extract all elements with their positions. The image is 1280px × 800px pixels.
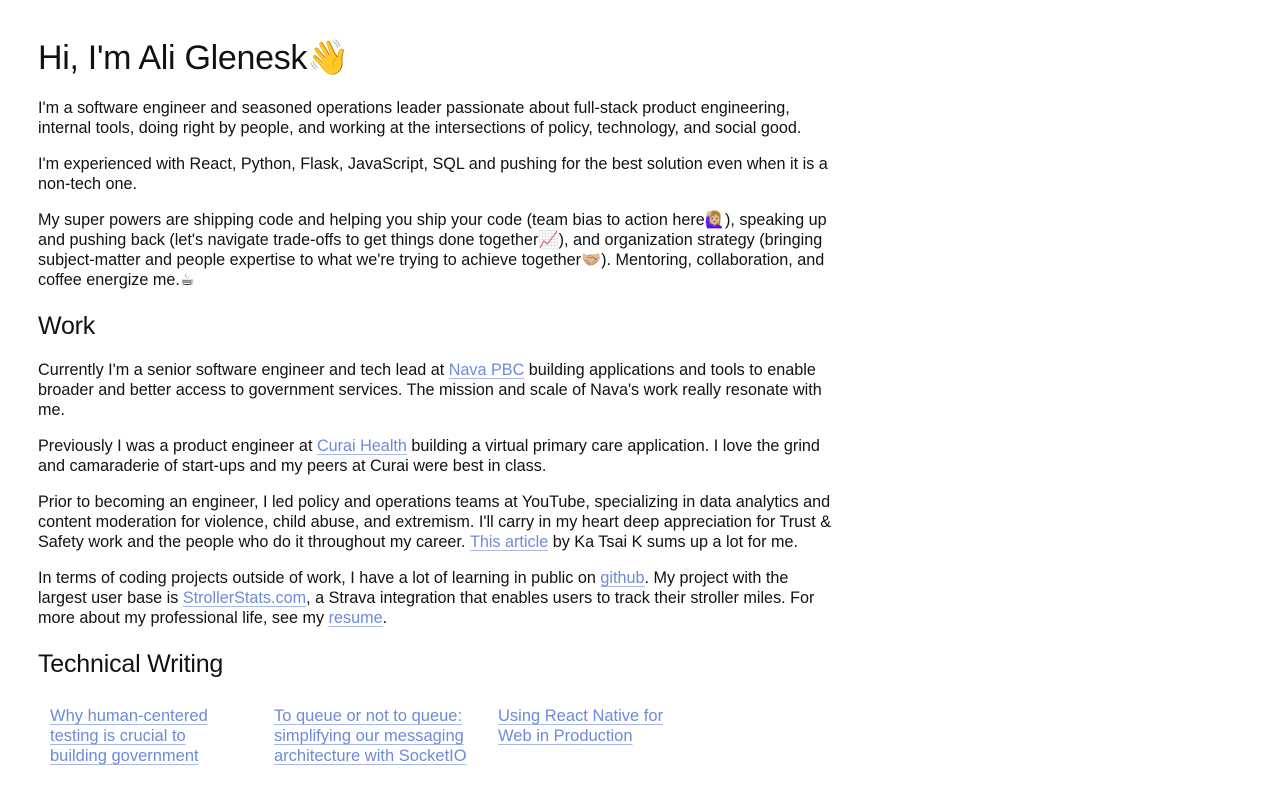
main-content (38, 0, 838, 766)
github-link[interactable]: github (600, 569, 645, 587)
work-p4-text-b: . My project with the largest user base is (38, 569, 789, 607)
work-p4-text-a: In terms of coding projects outside of work, I have a lot of learning in public on (38, 569, 601, 587)
work-p4-text-c: , a Strava integration that enables users to track their stroller miles. For more about my professional life, see my (38, 589, 815, 627)
article-card (274, 706, 468, 766)
intro-p3-text-b: ), speaking up and pushing back (let's navigate trade-offs to get things done together (38, 211, 827, 249)
article-link-queue-socketio[interactable]: To queue or not to queue: simplifying our messaging architecture with SocketIO (274, 707, 467, 765)
work-p2-text-b: building a virtual primary care application. I love the grind and camaraderie of start-ups and my peers at Curai were best in class. (38, 437, 820, 475)
work-paragraph-2 (38, 436, 838, 476)
handshake-emoji-icon: 🤝🏼 (580, 251, 602, 269)
intro-paragraph-2: I'm experienced with React, Python, Flask, JavaScript, SQL and pushing for the best solution even when it is a non-tech one. (38, 155, 828, 193)
page-title (38, 38, 838, 78)
work-p4-text-d: . (382, 609, 388, 627)
work-p1-text-a: Currently I'm a senior software engineer and tech lead at (38, 361, 449, 379)
work-p3-text-a: Prior to becoming an engineer, I led policy and operations teams at YouTube, specializing in data analytics and content moderation for violence, child abuse, and extremism. I'll carry in my heart deep appreciation for Trust & Safety work and the people who do it throughout my career. (38, 493, 832, 551)
article-card (498, 706, 692, 766)
resume-link[interactable]: resume (328, 609, 383, 627)
curai-health-link[interactable]: Curai Health (316, 437, 407, 455)
article-card (50, 706, 244, 766)
work-p1-text-b: building applications and tools to enable broader and better access to government services. The mission and scale of Nava's work really resonate with me. (38, 361, 822, 419)
work-p2-text-a: Previously I was a product engineer at (38, 437, 317, 455)
article-link-react-native-web[interactable]: Using React Native for Web in Production (498, 707, 664, 745)
intro-p3-text-a: My super powers are shipping code and helping you ship your code (team bias to action here (38, 211, 705, 229)
intro-p3-text-c: ), and organization strategy (bringing subject-matter and people expertise to what we're trying to achieve together (38, 231, 823, 269)
intro-paragraph-1: I'm a software engineer and seasoned operations leader passionate about full-stack product engineering, internal tools, doing right by people, and working at the intersections of policy, technology, and social good. (38, 99, 802, 137)
article-link-human-centered-testing[interactable]: Why human-centered testing is crucial to building government (50, 707, 208, 765)
technical-writing-heading: Technical Writing (38, 650, 224, 678)
chart-increasing-emoji-icon: 📈 (538, 231, 559, 249)
work-heading: Work (38, 312, 96, 340)
wave-emoji-icon: 👋 (307, 39, 350, 77)
raising-hand-emoji-icon: 🙋🏼‍♀️ (704, 211, 725, 229)
this-article-link[interactable]: This article (469, 533, 549, 551)
work-paragraph-4 (38, 568, 838, 628)
coffee-emoji-icon: ☕ (179, 271, 195, 289)
work-paragraph-3 (38, 492, 838, 552)
articles-list (38, 706, 838, 766)
intro-p3-text-d: ). Mentoring, collaboration, and coffee energize me. (38, 251, 825, 289)
strollerstats-link[interactable]: StrollerStats.com (182, 589, 307, 607)
nava-pbc-link[interactable]: Nava PBC (448, 361, 525, 379)
work-p3-text-b: by Ka Tsai K sums up a lot for me. (548, 533, 799, 551)
page-title-text: Hi, I'm Ali Glenesk (38, 39, 308, 77)
work-paragraph-1 (38, 360, 838, 420)
intro-paragraph-3 (38, 210, 838, 290)
